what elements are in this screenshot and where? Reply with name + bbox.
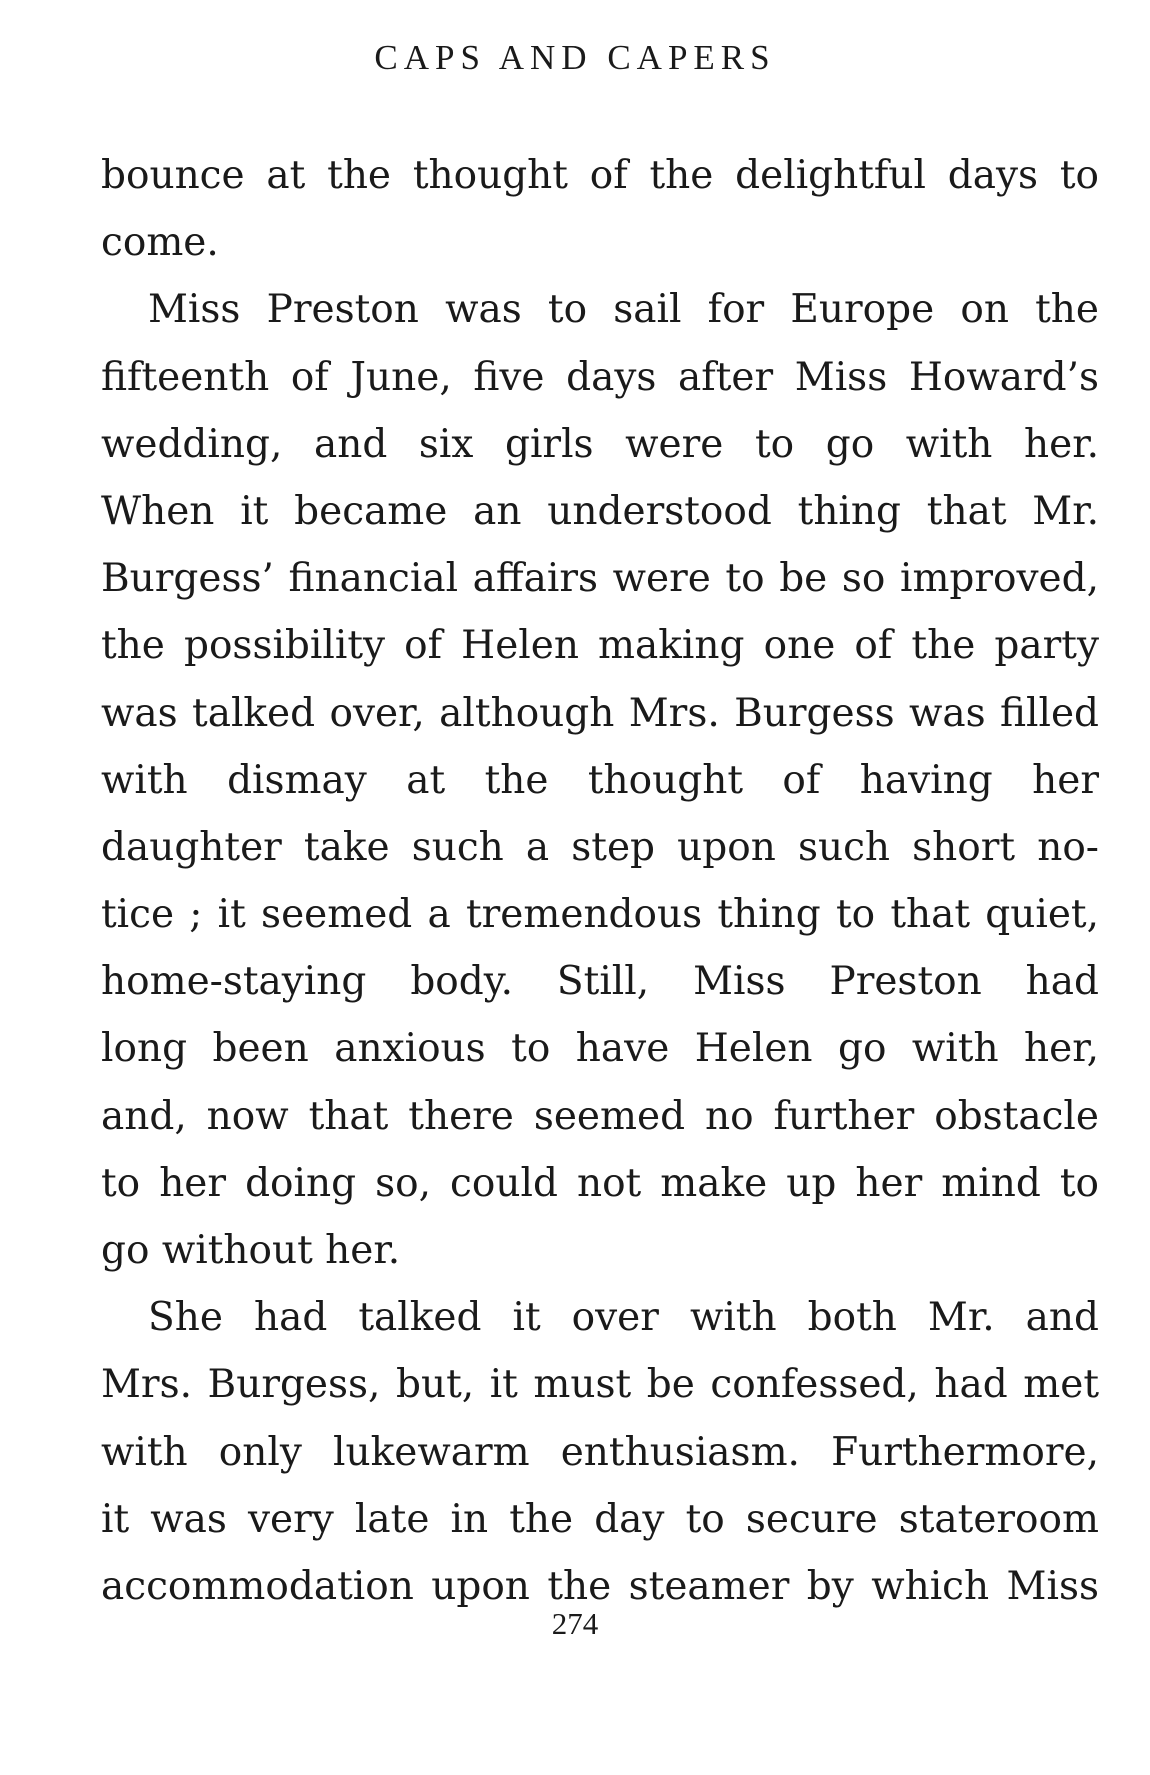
text-line: long been anxious to have Helen go with her, — [101, 1026, 1099, 1072]
text-line: was talked over, although Mrs. Burgess was filled — [101, 690, 1099, 736]
text-line: home-staying body. Still, Miss Preston had — [101, 959, 1099, 1005]
page-number: 274 — [551, 1606, 599, 1641]
text-line: bounce at the thought of the delightful days to — [101, 153, 1099, 198]
text-line: the possibility of Helen making one of the party — [101, 623, 1099, 669]
text-line: and, now that there seemed no further obstacle — [101, 1093, 1099, 1139]
text-line: fifteenth of June, five days after Miss Howard’s — [101, 354, 1099, 400]
text-line: She had talked it over with both Mr. and — [148, 1295, 1099, 1341]
running-head: CAPS AND CAPERS — [374, 38, 776, 77]
text-line: daughter take such a step upon such short no- — [101, 824, 1099, 870]
text-line: with only lukewarm enthusiasm. Furthermore, — [101, 1429, 1099, 1475]
text-line: it was very late in the day to secure stateroom — [101, 1496, 1099, 1542]
text-line: Burgess’ financial affairs were to be so improved, — [101, 556, 1099, 602]
body-text — [101, 142, 1099, 1620]
text-line: When it became an understood thing that Mr. — [101, 488, 1099, 534]
text-line: Mrs. Burgess, but, it must be confessed, had met — [101, 1362, 1099, 1408]
text-line: go without her. — [101, 1228, 401, 1273]
text-line: wedding, and six girls were to go with her. — [101, 421, 1099, 467]
text-line: come. — [101, 220, 219, 266]
text-line: Miss Preston was to sail for Europe on the — [148, 287, 1099, 333]
text-line: to her doing so, could not make up her mind to — [101, 1160, 1099, 1206]
text-line: with dismay at the thought of having her — [101, 757, 1099, 803]
text-line: tice ; it seemed a tremendous thing to that quiet, — [101, 892, 1099, 938]
text-line: accommodation upon the steamer by which Miss — [101, 1563, 1099, 1609]
